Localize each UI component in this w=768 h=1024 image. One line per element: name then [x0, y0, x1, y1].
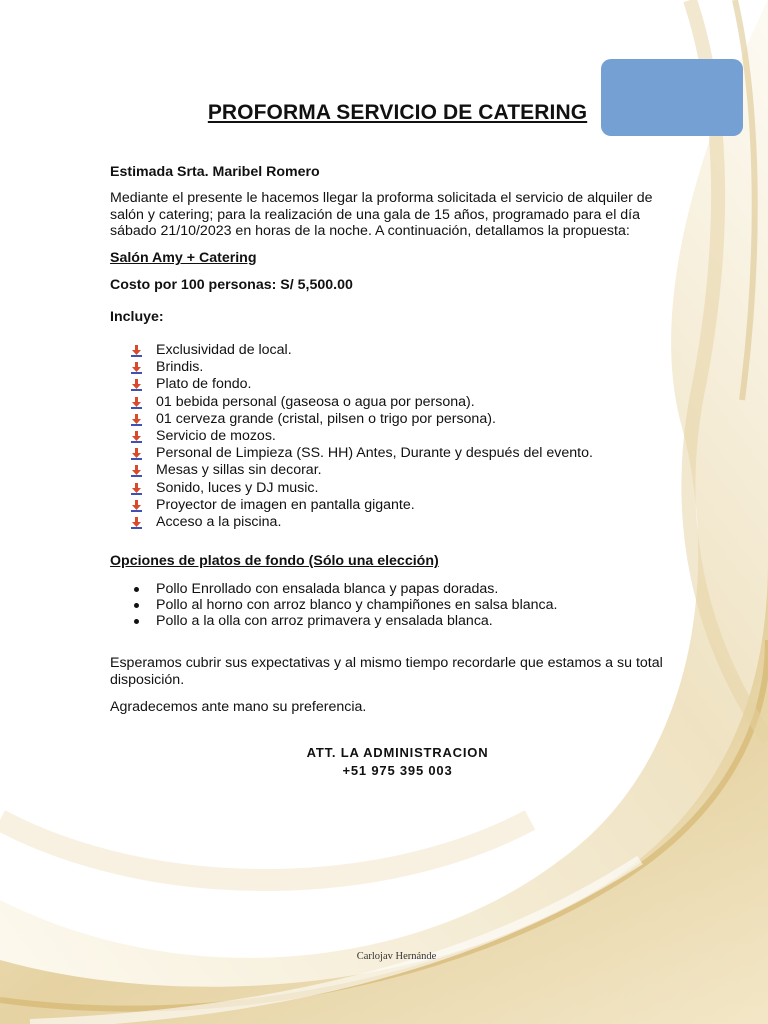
list-item: Pollo a la olla con arroz primavera y ensalada blanca.: [130, 613, 557, 629]
list-item: Exclusividad de local.: [130, 342, 593, 359]
includes-heading: Incluye:: [110, 309, 164, 325]
signature: ATT. LA ADMINISTRACION: [306, 745, 489, 760]
thanks-line: Agradecemos ante mano su preferencia.: [110, 699, 367, 715]
arrow-bullet-icon: [130, 516, 146, 530]
bullet-dot-icon: [134, 603, 139, 608]
arrow-bullet-icon: [130, 447, 146, 461]
options-list: [130, 581, 557, 630]
list-item: Sonido, luces y DJ music.: [130, 480, 593, 497]
includes-list: [130, 342, 593, 531]
list-item: Personal de Limpieza (SS. HH) Antes, Durante y después del evento.: [130, 445, 593, 462]
footer-author: Carlojav Hernánde: [356, 951, 437, 962]
list-item: Pollo Enrollado con ensalada blanca y papas doradas.: [130, 581, 557, 597]
closing-paragraph: Esperamos cubrir sus expectativas y al mismo tiempo recordarle que estamos a su total disposición.: [110, 655, 663, 688]
list-item: 01 bebida personal (gaseosa o agua por persona).: [130, 394, 593, 411]
list-item: Acceso a la piscina.: [130, 514, 593, 531]
arrow-bullet-icon: [130, 413, 146, 427]
phone-number: +51 975 395 003: [342, 763, 453, 778]
arrow-bullet-icon: [130, 430, 146, 444]
list-item: 01 cerveza grande (cristal, pilsen o trigo por persona).: [130, 411, 593, 428]
arrow-bullet-icon: [130, 482, 146, 496]
options-heading: Opciones de platos de fondo (Sólo una elección): [110, 553, 439, 569]
list-item: Proyector de imagen en pantalla gigante.: [130, 497, 593, 514]
intro-paragraph: Mediante el presente le hacemos llegar la proforma solicitada el servicio de alquiler de salón y catering; para la realización de una gala de 15 años, programado para el día sábado 21/10/2023 en horas de la noche. A continuación, detallamos la propuesta:: [110, 190, 653, 240]
bullet-dot-icon: [134, 619, 139, 624]
arrow-bullet-icon: [130, 344, 146, 358]
arrow-bullet-icon: [130, 361, 146, 375]
greeting: Estimada Srta. Maribel Romero: [110, 164, 320, 180]
list-item: Servicio de mozos.: [130, 428, 593, 445]
list-item: Pollo al horno con arroz blanco y champiñones en salsa blanca.: [130, 597, 557, 613]
list-item: Brindis.: [130, 359, 593, 376]
list-item: Mesas y sillas sin decorar.: [130, 462, 593, 479]
arrow-bullet-icon: [130, 378, 146, 392]
document-title: PROFORMA SERVICIO DE CATERING: [207, 101, 588, 124]
arrow-bullet-icon: [130, 464, 146, 478]
bullet-dot-icon: [134, 587, 139, 592]
package-cost: Costo por 100 personas: S/ 5,500.00: [110, 277, 353, 293]
package-name: Salón Amy + Catering: [110, 250, 257, 266]
list-item: Plato de fondo.: [130, 376, 593, 393]
arrow-bullet-icon: [130, 396, 146, 410]
arrow-bullet-icon: [130, 499, 146, 513]
